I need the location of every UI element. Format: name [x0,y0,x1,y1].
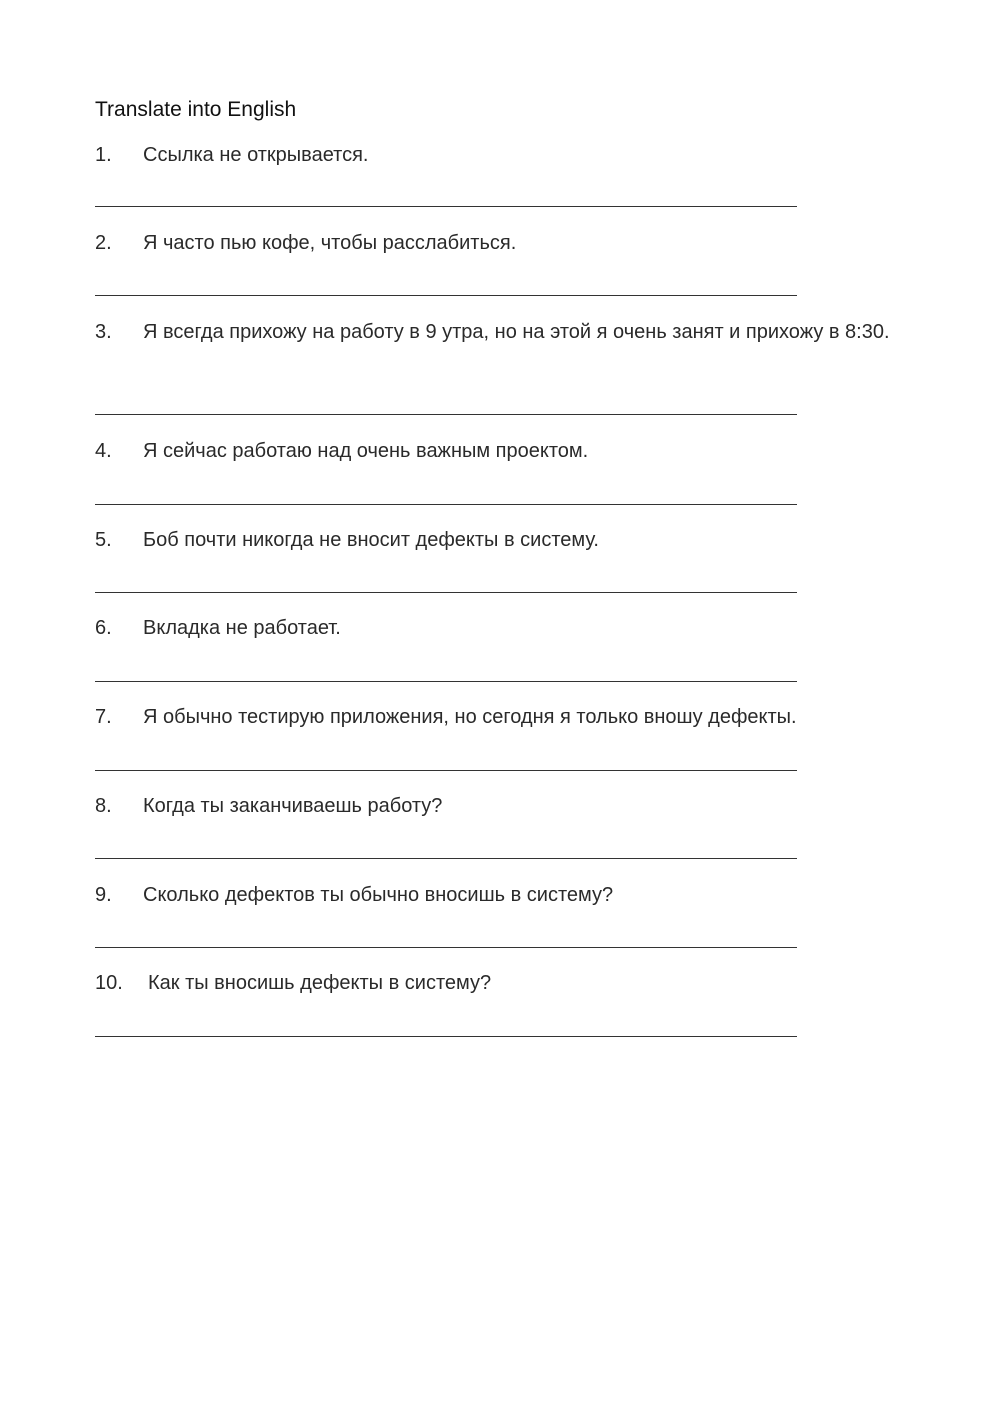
question-text: Я часто пью кофе, чтобы расслабиться. [143,232,517,254]
question-number: 2. [95,232,112,254]
answer-line-4[interactable] [95,504,797,505]
worksheet-title: Translate into English [95,98,297,121]
question-number: 6. [95,617,112,639]
answer-line-5[interactable] [95,592,797,593]
question-text: Когда ты заканчиваешь работу? [143,795,443,817]
question-number: 7. [95,706,112,728]
question-7 [95,702,895,733]
question-text: Боб почти никогда не вносит дефекты в систему. [143,529,599,551]
question-text: Сколько дефектов ты обычно вносишь в систему? [143,884,614,906]
question-1 [95,140,895,171]
question-number: 1. [95,144,112,166]
answer-line-10[interactable] [95,1036,797,1037]
answer-line-6[interactable] [95,681,797,682]
question-number: 4. [95,440,112,462]
question-number: 5. [95,529,112,551]
answer-line-3[interactable] [95,414,797,415]
question-text: Я сейчас работаю над очень важным проектом. [143,440,589,462]
question-9 [95,880,895,911]
question-text: Я обычно тестирую приложения, но сегодня я только вношу дефекты. [143,706,797,728]
question-number: 10. [95,972,123,994]
question-text: Как ты вносишь дефекты в систему? [148,972,492,994]
question-number: 8. [95,795,112,817]
answer-line-2[interactable] [95,295,797,296]
question-text: Я всегда прихожу на работу в 9 утра, но на этой я очень занят и прихожу в 8:30. [143,321,890,343]
answer-line-8[interactable] [95,858,797,859]
answer-line-1[interactable] [95,206,797,207]
question-2 [95,228,895,259]
question-3 [95,317,895,348]
question-4 [95,436,895,467]
question-8 [95,791,895,822]
question-5 [95,525,895,556]
question-6 [95,613,895,644]
question-number: 9. [95,884,112,906]
question-10 [95,968,895,999]
answer-line-9[interactable] [95,947,797,948]
answer-line-7[interactable] [95,770,797,771]
question-text: Ссылка не открывается. [143,144,369,166]
question-number: 3. [95,321,112,343]
question-text: Вкладка не работает. [143,617,341,639]
